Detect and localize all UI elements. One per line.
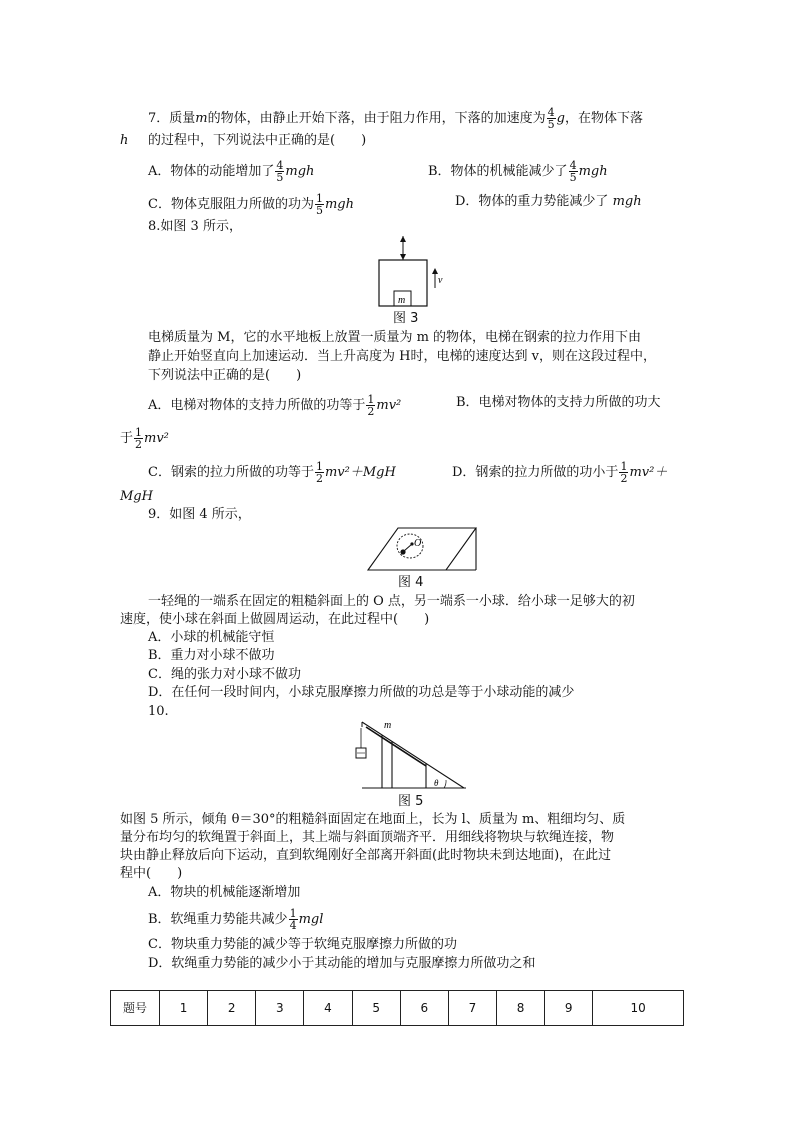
q7-option-c[interactable] <box>148 193 354 216</box>
opt-formula: mv²＋ <box>629 465 668 480</box>
q9-option-d[interactable]: D．在任何一段时间内，小球克服摩擦力所做的功总是等于小球动能的减少 <box>148 685 575 700</box>
opt-formula: mgh <box>324 197 354 212</box>
frac-num: 4 <box>569 159 577 172</box>
fraction <box>289 908 298 931</box>
q7-fraction <box>547 107 556 130</box>
q9-para2: 速度，使小球在斜面上做圆周运动，在此过程中( ) <box>120 612 430 627</box>
opt-text: A．电梯对物体的支持力所做的功等于 <box>148 398 366 413</box>
figure-4-caption: 图 4 <box>398 575 424 590</box>
q10-para4: 程中( ) <box>120 866 183 881</box>
frac-den: 2 <box>367 405 375 418</box>
q10-option-c[interactable]: C．物块重力势能的减少等于软绳克服摩擦力所做的功 <box>148 937 457 952</box>
frac-den: 5 <box>569 171 577 184</box>
q10-option-a[interactable]: A．物块的机械能逐渐增加 <box>148 885 301 900</box>
q8-para2: 静止开始竖直向上加速运动．当上升高度为 H时，电梯的速度达到 v，则在这段过程中， <box>148 349 656 364</box>
q7-line2: 的过程中，下列说法中正确的是( ) <box>148 133 367 148</box>
opt-text: C．物体克服阻力所做的功为 <box>148 197 314 212</box>
opt-text: B．物体的机械能减少了 <box>428 164 568 179</box>
q7-text: 的物体，由静止开始下落，由于阻力作用，下落的加速度为 <box>207 111 546 126</box>
opt-text: A．物体的动能增加了 <box>148 164 275 179</box>
q8-para1: 电梯质量为 M，它的水平地板上放置一质量为 m 的物体，电梯在钢索的拉力作用下由 <box>148 330 642 345</box>
soft-rope <box>366 727 426 766</box>
fraction <box>315 461 324 484</box>
q8-para3: 下列说法中正确的是( ) <box>148 368 302 383</box>
q7-g: g <box>556 111 565 126</box>
q9-option-b[interactable]: B．重力对小球不做功 <box>148 648 275 663</box>
opt-text: D．钢索的拉力所做的功小于 <box>452 465 619 480</box>
opt-formula: mgh <box>612 194 642 209</box>
frac-den: 2 <box>315 472 323 485</box>
answer-table-row <box>111 991 684 1026</box>
frac-den: 5 <box>547 118 555 131</box>
table-header-cell: 题号 <box>111 991 160 1026</box>
figure-3-elevator <box>370 236 450 312</box>
q9-para1: 一轻绳的一端系在固定的粗糙斜面上的 O 点，另一端系一小球．给小球一足够大的初 <box>148 594 635 609</box>
fraction <box>619 461 628 484</box>
q8-option-b[interactable]: B．电梯对物体的支持力所做的功大 <box>456 395 661 410</box>
opt-formula: mgh <box>578 164 608 179</box>
q10-para1: 如图 5 所示，倾角 θ＝30°的粗糙斜面固定在地面上，长为 l、质量为 m、粗细均匀、质 <box>120 812 626 827</box>
table-cell: 4 <box>304 991 352 1026</box>
figure-5-incline-pulley <box>352 718 468 792</box>
figure-3-caption: 图 3 <box>393 311 419 326</box>
angle-label: θ <box>434 778 439 788</box>
q7-option-d[interactable] <box>455 194 642 210</box>
table-cell: 8 <box>496 991 544 1026</box>
table-cell: 10 <box>593 991 684 1026</box>
frac-num: 1 <box>620 460 628 473</box>
frac-den: 2 <box>620 472 628 485</box>
figure-4-incline <box>368 524 478 574</box>
fraction <box>315 193 324 216</box>
frac-num: 1 <box>289 907 297 920</box>
q10-option-b[interactable] <box>148 908 323 931</box>
q7-h: h <box>120 133 129 148</box>
incline-surface <box>362 722 464 788</box>
table-cell: 6 <box>400 991 448 1026</box>
mass-label: m <box>398 295 406 306</box>
opt-text: B．软绳重力势能共减少 <box>148 912 288 927</box>
opt-formula: mv² <box>376 398 402 413</box>
q8-intro: 8.如图 3 所示， <box>148 219 242 234</box>
table-cell: 7 <box>448 991 496 1026</box>
frac-den: 4 <box>289 919 297 932</box>
fraction <box>569 160 578 183</box>
opt-text: 于 <box>120 431 134 446</box>
velocity-arrowhead <box>432 268 438 274</box>
table-cell: 1 <box>160 991 208 1026</box>
q8-option-b-cont <box>120 427 169 450</box>
opt-text: C．钢索的拉力所做的功等于 <box>148 465 314 480</box>
frac-num: 1 <box>135 426 143 439</box>
q9-intro: 9．如图 4 所示， <box>148 507 251 522</box>
q10-option-d[interactable]: D．软绳重力势能的减少小于其动能的增加与克服摩擦力所做功之和 <box>148 956 536 971</box>
incline-face <box>368 528 476 570</box>
q8-option-d-cont: MgH <box>120 489 153 504</box>
frac-den: 5 <box>315 204 323 217</box>
figure-5-caption: 图 5 <box>398 794 424 809</box>
q7-option-a[interactable] <box>148 160 314 183</box>
q7-text: 7．质量 <box>148 111 196 126</box>
q8-option-d[interactable] <box>452 461 667 484</box>
frac-num: 1 <box>315 192 323 205</box>
cable-arrow-down <box>400 254 406 260</box>
frac-den: 2 <box>135 438 143 451</box>
q7-line1 <box>148 107 643 130</box>
frac-num: 4 <box>276 159 284 172</box>
mass-label: m <box>384 720 392 731</box>
answer-table <box>110 990 684 1026</box>
q7-option-b[interactable] <box>428 160 608 183</box>
ball <box>400 549 405 554</box>
fraction <box>366 394 375 417</box>
q10-para2: 量分布均匀的软绳置于斜面上，其上端与斜面顶端齐平．用细线将物块与软绳连接，物 <box>120 830 615 845</box>
q9-option-a[interactable]: A．小球的机械能守恒 <box>148 630 275 645</box>
frac-num: 4 <box>547 106 555 119</box>
opt-formula: mv² <box>144 431 169 446</box>
cable-arrow-up <box>400 236 406 242</box>
frac-num: 1 <box>315 460 323 473</box>
table-cell: 9 <box>545 991 593 1026</box>
q10-intro: 10. <box>148 704 169 719</box>
q7-text: ，在物体下落 <box>564 111 643 126</box>
q8-option-c[interactable] <box>148 461 396 484</box>
opt-formula: mv²＋MgH <box>324 465 396 480</box>
fraction <box>134 427 143 450</box>
velocity-label: v <box>438 275 443 286</box>
table-cell: 5 <box>352 991 400 1026</box>
q9-option-c[interactable]: C．绳的张力对小球不做功 <box>148 667 301 682</box>
opt-formula: mgh <box>285 164 315 179</box>
frac-den: 5 <box>276 171 284 184</box>
opt-text: D．物体的重力势能减少了 <box>455 194 609 209</box>
opt-formula: mgl <box>298 912 324 927</box>
fraction <box>275 160 284 183</box>
q7-m: m <box>195 111 208 126</box>
q8-option-a[interactable] <box>148 394 401 417</box>
pivot-label: O <box>414 538 422 549</box>
q10-para3: 块由静止释放后向下运动，直到软绳刚好全部离开斜面(此时物块未到达地面)，在此过 <box>120 848 612 863</box>
string-line <box>404 544 412 551</box>
table-cell: 3 <box>256 991 304 1026</box>
angle-arc <box>444 780 446 788</box>
frac-num: 1 <box>367 393 375 406</box>
table-cell: 2 <box>208 991 256 1026</box>
